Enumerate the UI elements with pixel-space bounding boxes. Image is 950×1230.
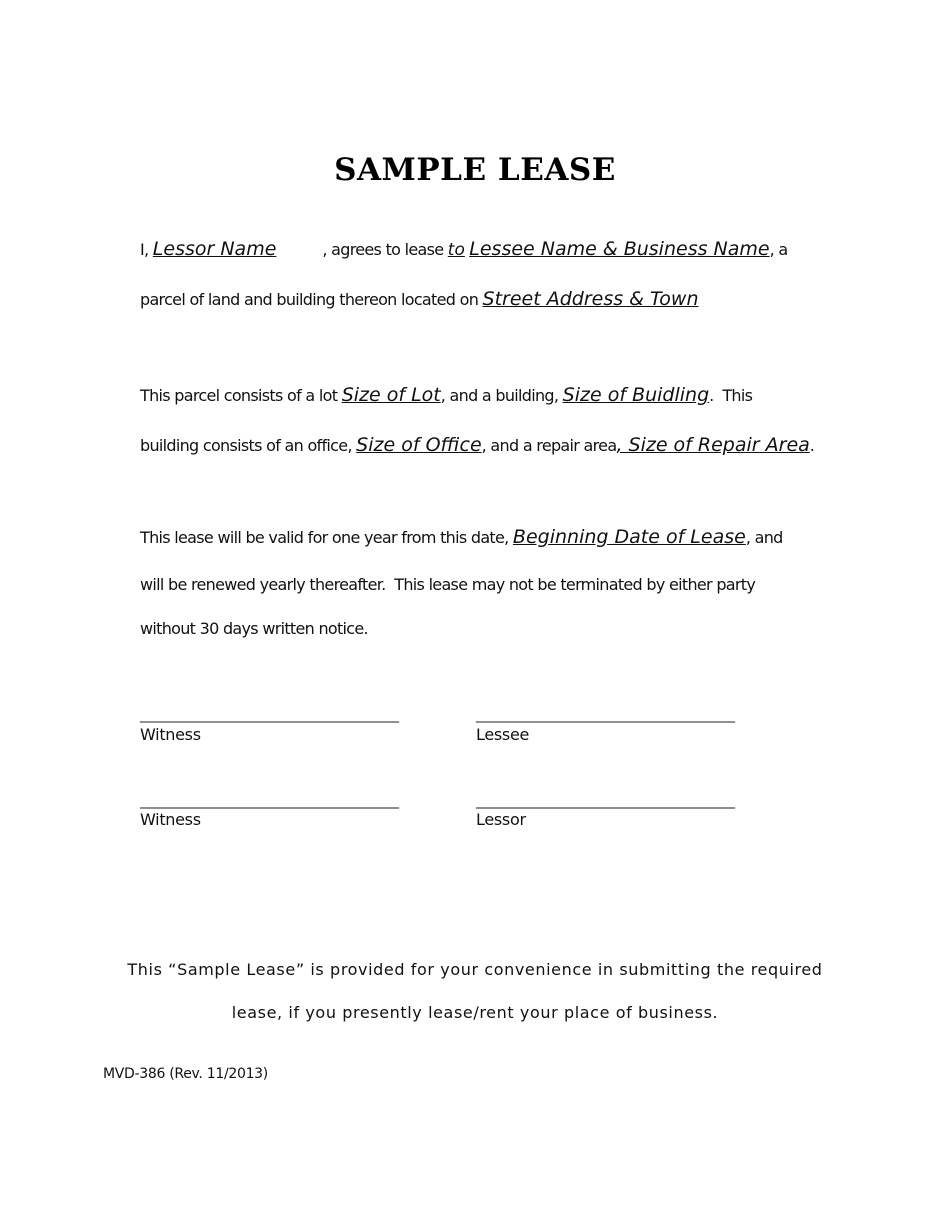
notice-line-2: lease, if you presently lease/rent your place of business.: [231, 1003, 719, 1022]
witness-1-label: Witness: [140, 725, 201, 744]
text-segment: . This: [709, 386, 753, 405]
paragraph-3-line-2: will be renewed yearly thereafter. This lease may not be terminated by either party: [140, 575, 756, 594]
building-size-field[interactable]: Size of Buidling: [562, 384, 710, 406]
paragraph-2-line-1: [140, 383, 752, 408]
paragraph-1-line-2: [140, 287, 698, 312]
text-segment: , agrees to lease: [322, 240, 448, 259]
witness-2-label: Witness: [140, 810, 201, 829]
lot-size-field[interactable]: Size of Lot: [341, 384, 441, 406]
lessee-name-field[interactable]: Lessee Name & Business Name: [469, 238, 770, 260]
lessee-signature-line[interactable]: _____________________________________: [476, 707, 735, 723]
to-text: to: [447, 240, 465, 260]
witness-2-signature-line[interactable]: _____________________________________: [140, 793, 399, 809]
text-segment: This lease will be valid for one year from this date,: [140, 528, 513, 547]
notice-line-1: This “Sample Lease” is provided for your convenience in submitting the required: [127, 960, 823, 979]
paragraph-1-line-1: [140, 237, 787, 262]
repair-area-size-field[interactable]: , Size of Repair Area: [616, 434, 810, 456]
street-address-field[interactable]: Street Address & Town: [482, 288, 699, 310]
paragraph-3-line-3: without 30 days written notice.: [140, 619, 368, 638]
text-segment: This parcel consists of a lot: [140, 386, 342, 405]
paragraph-3-line-1: [140, 525, 783, 550]
lease-begin-date-field[interactable]: Beginning Date of Lease: [512, 526, 746, 548]
lessee-label: Lessee: [476, 725, 530, 744]
text-segment: , and: [745, 528, 783, 547]
text-segment: parcel of land and building thereon located on: [140, 290, 483, 309]
text-segment: I,: [140, 240, 153, 259]
page-title: SAMPLE LEASE: [334, 152, 616, 188]
lessor-signature-line[interactable]: _____________________________________: [476, 793, 735, 809]
lessor-label: Lessor: [476, 810, 526, 829]
lessor-name-field[interactable]: Lessor Name: [152, 238, 277, 260]
office-size-field[interactable]: Size of Office: [356, 434, 482, 456]
text-segment: , a: [769, 240, 788, 259]
form-number-footer: MVD-386 (Rev. 11/2013): [103, 1066, 268, 1082]
paragraph-2-line-2: [140, 433, 814, 458]
text-segment: .: [809, 436, 815, 455]
witness-1-signature-line[interactable]: _____________________________________: [140, 707, 399, 723]
text-segment: building consists of an office,: [140, 436, 357, 455]
text-segment: , and a repair area: [481, 436, 617, 455]
text-segment: , and a building,: [440, 386, 563, 405]
